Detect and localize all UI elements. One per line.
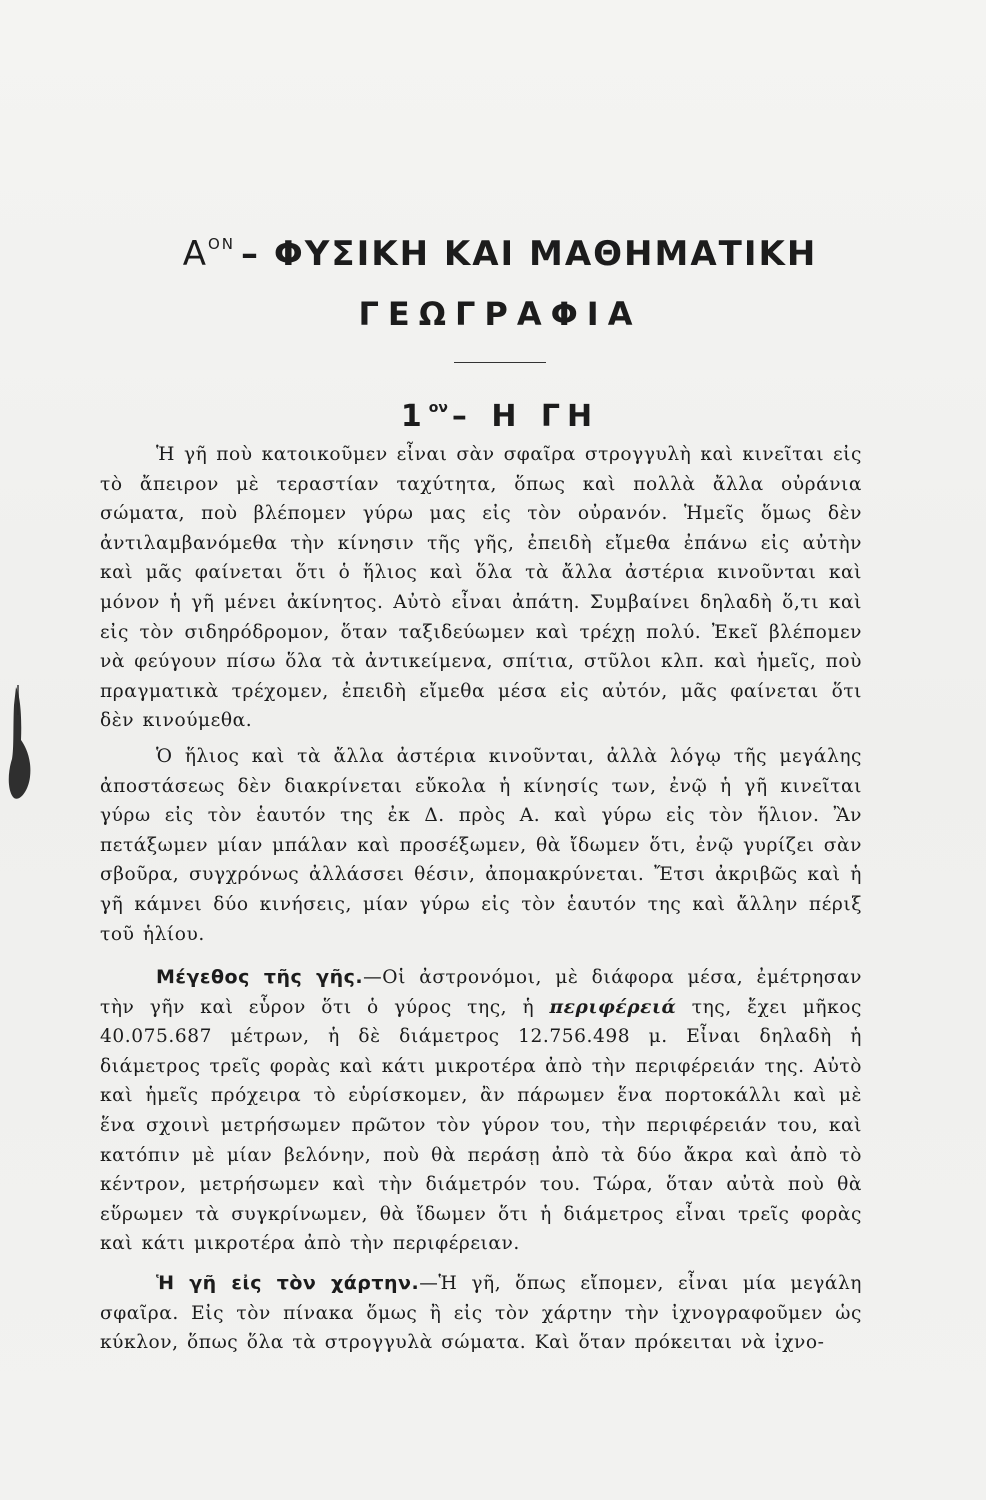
- binding-stain-mark: [4, 685, 34, 805]
- paragraph-earth-on-map-heading: Ἡ γῆ εἰς τὸν χάρτην.: [156, 1272, 420, 1295]
- paragraph-earth-size: [100, 963, 862, 1259]
- paragraph-earth-motion: Ἡ γῆ ποὺ κατοικοῦμεν εἶναι σὰν σφαῖρα στρογγυλὴ καὶ κινεῖται εἰς τὸ ἄπειρον μὲ τεραστίαν ταχύτητα, ὅπως καὶ πολλὰ ἄλλα οὐράνια σώματα, ποὺ βλέπομεν γύρω μας εἰς τὸν οὐρανόν. Ἡμεῖς ὅμως δὲν ἀντιλαμβανόμεθα τὴν κίνησιν τῆς γῆς, ἐπειδὴ εἴμεθα ἐπάνω εἰς αὐτὴν καὶ μᾶς φαίνεται ὅτι ὁ ἥλιος καὶ ὅλα τὰ ἄλλα ἀστέρια κινοῦνται καὶ μόνον ἡ γῆ μένει ἀκίνητος. Αὐτὸ εἶναι ἀπάτη. Συμβαίνει δηλαδὴ ὅ,τι καὶ εἰς τὸν σιδηρόδρομον, ὅταν ταξιδεύωμεν καὶ τρέχῃ πολύ. Ἐκεῖ βλέπομεν νὰ φεύγουν πίσω ὅλα τὰ ἀντικείμενα, σπίτια, στῦλοι κλπ. καὶ ἡμεῖς, ποὺ πραγματικὰ τρέχομεν, ἐπειδὴ εἴμεθα μέσα εἰς αὐτόν, μᾶς φαίνεται ὅτι δὲν κινούμεθα.: [100, 444, 862, 732]
- chapter-title-text: – ΦΥΣΙΚΗ ΚΑΙ ΜΑΘΗΜΑΤΙΚΗ: [240, 234, 818, 274]
- section-title-text: – Η ΓΗ: [451, 399, 600, 434]
- body-text: [100, 440, 862, 1370]
- chapter-title: [140, 222, 860, 276]
- paragraph-earth-on-map-text: —Ἡ γῆ, ὅπως εἴπομεν, εἶναι μία μεγάλη σφαῖρα. Εἰς τὸν πίνακα ὅμως ἢ εἰς τὸν χάρτην τὴν ἰχνογραφοῦμεν ὡς κύκλον, ὅπως ὅλα τὰ στρογγυλὰ σώματα. Καὶ ὅταν πρόκειται νὰ ἰχνο-: [100, 1273, 862, 1354]
- paragraph-earth-on-map: [100, 1269, 862, 1358]
- paragraph-earth-size-heading: Μέγεθος τῆς γῆς.: [156, 966, 364, 989]
- section-title: [140, 389, 860, 436]
- section-number: 1: [400, 399, 429, 434]
- term-perifereia: περιφέρειά: [549, 996, 677, 1018]
- paragraph-sun-and-stars: Ὁ ἥλιος καὶ τὰ ἄλλα ἀστέρια κινοῦνται, ἀλλὰ λόγῳ τῆς μεγάλης ἀποστάσεως δὲν διακρίνεται εὔκολα ἡ κίνησίς των, ἐνῷ ἡ γῆ κινεῖται γύρω εἰς τὸν ἑαυτόν της ἐκ Δ. πρὸς Α. καὶ γύρω εἰς τὸν ἥλιον. Ἂν πετάξωμεν μίαν μπάλαν καὶ προσέξωμεν, θὰ ἴδωμεν ὅτι, ἐνῷ γυρίζει σὰν σβοῦρα, συγχρόνως ἀλλάσσει θέσιν, ἀπομακρύνεται. Ἔτσι ἀκριβῶς καὶ ἡ γῆ κάμνει δύο κινήσεις, μίαν γύρω εἰς τὸν ἑαυτόν της καὶ ἄλλην πέριξ τοῦ ἡλίου.: [100, 745, 862, 945]
- section-number-superscript: ον: [428, 400, 448, 416]
- paragraph-earth-size-text-start: —Οἱ ἀστρονόμοι, μὲ διάφορα μέσα, ἐμέτρησαν τὴν γῆν καὶ εὗρον ὅτι ὁ γύρος της, ἡ: [100, 967, 863, 1018]
- chapter-prefix-superscript: ΟΝ: [207, 235, 235, 253]
- chapter-prefix: Α: [182, 234, 208, 274]
- chapter-heading: [140, 222, 860, 436]
- subject-title: ΓΕΩΓΡΑΦΙΑ: [358, 295, 642, 333]
- paragraph-earth-size-text-end: της, ἔχει μῆκος 40.075.687 μέτρων, ἡ δὲ διάμετρος 12.756.498 μ. Εἶναι δηλαδὴ ἡ διάμετρος τρεῖς φορὰς καὶ κάτι μικροτέρα ἀπὸ τὴν περιφέρειάν της. Αὐτὸ καὶ ἡμεῖς πρόχειρα τὸ εὑρίσκομεν, ἂν πάρωμεν ἕνα πορτοκάλλι καὶ μὲ ἕνα σχοινὶ μετρήσωμεν πρῶτον τὸν γύρον του, τὴν περιφέρειάν του, καὶ κατόπιν μὲ μίαν βελόνην, ποὺ θὰ περάσῃ ἀπὸ τὰ δύο ἄκρα καὶ ἀπὸ τὸ κέντρον, μετρήσωμεν καὶ τὴν διάμετρόν του. Τώρα, ὅταν αὐτὰ ποὺ θὰ εὕρωμεν τὰ συγκρίνωμεν, θὰ ἴδωμεν ὅτι ἡ διάμετρος εἶναι τρεῖς φορὰς καὶ κάτι μικροτέρα ἀπὸ τὴν περιφέρειαν.: [100, 996, 862, 1255]
- title-divider: [454, 362, 546, 363]
